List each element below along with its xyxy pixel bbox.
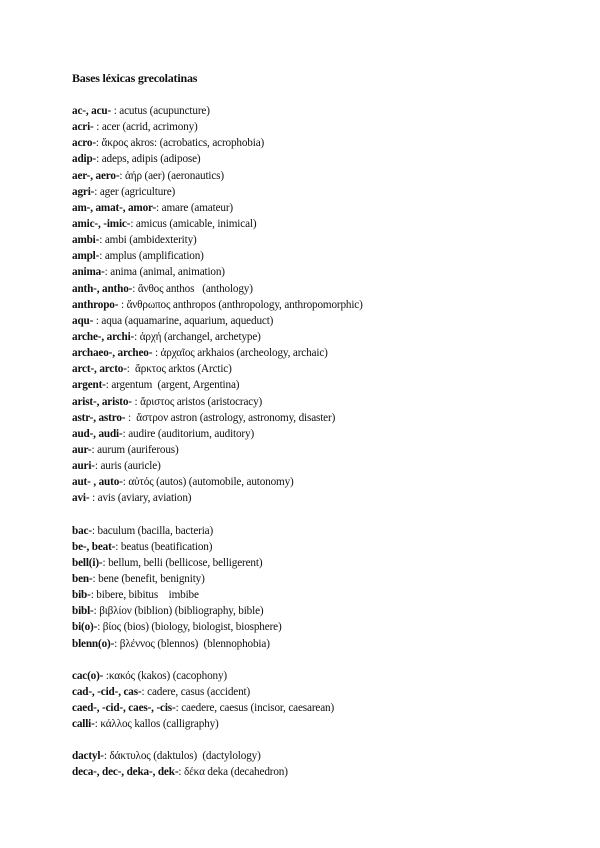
entry-definition: : ἄκρος akros: (acrobatics, acrophobia)	[95, 137, 265, 150]
glossary-entry	[72, 426, 572, 442]
entry-base: astr-, astro-	[72, 411, 126, 424]
entry-base: acro-	[72, 137, 96, 150]
entry-base: argent-	[72, 379, 106, 392]
entry-base: dactyl-	[72, 750, 104, 763]
entry-definition: : δέκα deka (decahedron)	[178, 766, 288, 779]
glossary-entry	[72, 184, 572, 200]
entry-base: ac-, acu-	[72, 105, 112, 117]
glossary-entry	[72, 377, 572, 393]
entry-definition: : adeps, adipis (adipose)	[96, 153, 201, 166]
entry-base: aqu-	[72, 314, 94, 327]
entry-base: bibl-	[72, 605, 94, 618]
entry-base: amic-, -imic-	[72, 217, 131, 230]
entry-definition: : amare (amateur)	[156, 201, 233, 214]
entry-base: ambi-	[72, 234, 100, 247]
entry-definition: : ambi (ambidexterity)	[99, 234, 197, 247]
glossary-entry	[72, 636, 572, 652]
entry-base: agri-	[72, 185, 95, 198]
glossary-entry	[72, 474, 572, 490]
entry-definition: : bibere, bibitus imbibe	[90, 589, 199, 602]
entry-base: acri-	[72, 121, 94, 134]
entry-base: calli-	[72, 718, 95, 731]
entry-base: arist-, aristo-	[72, 395, 132, 408]
entry-base: cac(o)-	[72, 669, 104, 682]
entry-base: bac-	[72, 524, 92, 537]
entry-definition: : ἄρκτος arktos (Arctic)	[126, 363, 232, 376]
entry-definition: : argentum (argent, Argentina)	[105, 379, 240, 392]
entry-definition: : bellum, belli (bellicose, belligerent)	[102, 556, 263, 569]
entry-definition: : ἄνθρωπος anthropos (anthropology, anthropomorphic)	[118, 298, 363, 311]
entry-group	[72, 523, 572, 652]
glossary-entry	[72, 764, 572, 780]
entry-base: aur-	[72, 443, 92, 456]
entry-definition: : aurum (auriferous)	[91, 443, 179, 456]
glossary-entry	[72, 523, 572, 539]
entry-definition: : beatus (beatification)	[115, 540, 213, 553]
entry-group	[72, 668, 572, 733]
entry-definition: : ἄστρον astron (astrology, astronomy, disaster)	[125, 411, 336, 424]
entry-base: anima-	[72, 266, 105, 279]
glossary-entry	[72, 555, 572, 571]
entry-definition: : ἄριστος aristos (aristocracy)	[131, 395, 263, 408]
entry-definition: : audire (auditorium, auditory)	[122, 427, 255, 440]
document-page	[72, 70, 572, 796]
entry-definition: : caedere, caesus (incisor, caesarean)	[175, 701, 335, 714]
glossary-entry	[72, 748, 572, 764]
glossary-entry	[72, 539, 572, 555]
entry-definition: : amicus (amicable, inimical)	[130, 217, 257, 230]
entry-definition: : αὐτός (autos) (automobile, autonomy)	[122, 476, 294, 489]
glossary-entry	[72, 297, 572, 313]
glossary-entry	[72, 232, 572, 248]
glossary-entry	[72, 329, 572, 345]
entry-base: be-, beat-	[72, 540, 116, 553]
glossary-entry	[72, 103, 572, 119]
glossary-entry	[72, 200, 572, 216]
entry-group	[72, 103, 572, 507]
entry-definition: : avis (aviary, aviation)	[89, 492, 192, 505]
entry-base: archaeo-, archeo-	[72, 347, 153, 360]
entry-definition: : κάλλος kallos (calligraphy)	[94, 718, 219, 731]
glossary-entry	[72, 168, 572, 184]
glossary-entry	[72, 394, 572, 410]
entry-base: cad-, -cid-, cas-	[72, 685, 142, 698]
entry-base: am-, amat-, amor-	[72, 201, 157, 214]
entry-definition: : βιβλίον (biblion) (bibliography, bible)	[93, 605, 264, 618]
glossary-entry	[72, 135, 572, 151]
glossary-entry	[72, 264, 572, 280]
entry-definition: : ἀρχαῖος arkhaios (archeology, archaic)	[152, 347, 328, 360]
glossary-entry	[72, 216, 572, 232]
glossary-entry	[72, 458, 572, 474]
entry-base: ampl-	[72, 250, 100, 263]
entry-definition: : anima (animal, animation)	[104, 266, 225, 279]
entry-definition: : ἄνθος anthos (anthology)	[132, 282, 253, 295]
entry-base: arche-, archi-	[72, 330, 135, 343]
entry-definition: : ἀήρ (aer) (aeronautics)	[119, 169, 224, 182]
glossary-entry	[72, 619, 572, 635]
entry-definition: : bene (benefit, benignity)	[92, 572, 205, 585]
glossary-entry	[72, 716, 572, 732]
entry-definition: : auris (auricle)	[94, 460, 161, 473]
glossary-entry	[72, 281, 572, 297]
entry-base: deca-, dec-, deka-, dek-	[72, 766, 179, 779]
entry-base: anthropo-	[72, 298, 119, 311]
entry-definition: : baculum (bacilla, bacteria)	[91, 524, 214, 537]
glossary-entry	[72, 587, 572, 603]
document-title: Bases léxicas grecolatinas	[72, 71, 198, 85]
entry-base: bi(o)-	[72, 621, 98, 634]
entry-definition: : acutus (acupuncture)	[111, 105, 210, 117]
entry-definition: :κακός (kakos) (cacophony)	[103, 669, 227, 682]
entry-group	[72, 748, 572, 780]
entry-base: arct-, arcto-	[72, 363, 127, 376]
glossary-entry	[72, 684, 572, 700]
entry-groups	[72, 103, 572, 780]
entry-definition: : ager (agriculture)	[94, 185, 176, 198]
entry-base: blenn(o)-	[72, 637, 115, 650]
glossary-entry	[72, 668, 572, 684]
entry-definition: : βλέννος (blennos) (blennophobia)	[114, 637, 270, 650]
entry-base: aut- , auto-	[72, 476, 123, 489]
entry-definition: : cadere, casus (accident)	[141, 685, 251, 698]
entry-base: caed-, -cid-, caes-, -cis-	[72, 701, 176, 714]
entry-base: aer-, aero-	[72, 169, 120, 182]
glossary-entry	[72, 442, 572, 458]
glossary-entry	[72, 700, 572, 716]
entry-definition: : βίος (bios) (biology, biologist, biosphere)	[97, 621, 282, 634]
entry-base: adip-	[72, 153, 97, 166]
glossary-entry	[72, 151, 572, 167]
entry-base: aud-, audi-	[72, 427, 123, 440]
entry-definition: : acer (acrid, acrimony)	[93, 121, 198, 134]
glossary-entry	[72, 571, 572, 587]
glossary-entry	[72, 119, 572, 135]
glossary-entry	[72, 313, 572, 329]
entry-base: bib-	[72, 589, 91, 602]
glossary-entry	[72, 490, 572, 506]
glossary-entry	[72, 410, 572, 426]
glossary-entry	[72, 603, 572, 619]
entry-definition: : ἀρχή (archangel, archetype)	[134, 330, 261, 343]
entry-definition: : δάκτυλος (daktulos) (dactylology)	[103, 750, 261, 763]
entry-definition: : amplus (amplification)	[99, 250, 204, 263]
glossary-entry	[72, 361, 572, 377]
entry-definition: : aqua (aquamarine, aquarium, aqueduct)	[93, 314, 274, 327]
glossary-entry	[72, 248, 572, 264]
entry-base: ben-	[72, 572, 93, 585]
entry-base: anth-, antho-	[72, 282, 133, 295]
entry-base: avi-	[72, 492, 90, 505]
entry-base: bell(i)-	[72, 556, 103, 569]
glossary-entry	[72, 345, 572, 361]
entry-base: auri-	[72, 460, 95, 473]
